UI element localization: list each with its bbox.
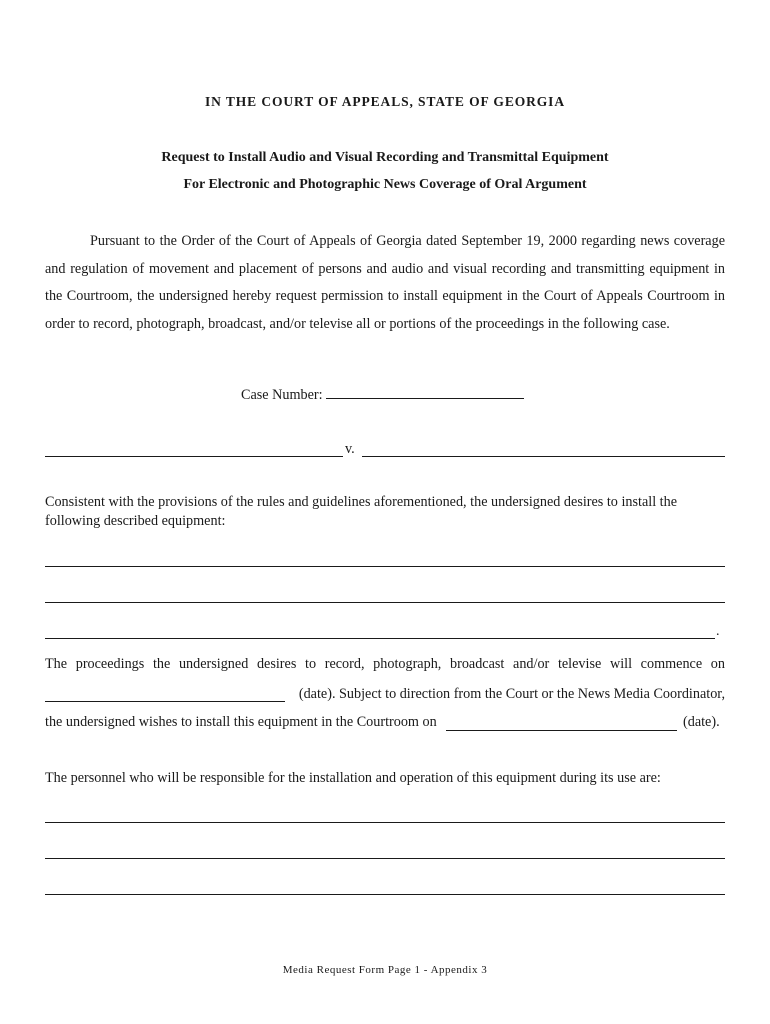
case-number-label: Case Number: — [241, 387, 323, 403]
commence-date-suffix: (date). Subject to direction from the Court or the News Media Coordinator, — [298, 686, 725, 702]
form-title: Request to Install Audio and Visual Recording and Transmittal Equipment — [161, 150, 609, 165]
appellee-field[interactable] — [362, 456, 725, 457]
case-number-field[interactable] — [326, 386, 524, 399]
form-subtitle: For Electronic and Photographic News Coverage of Oral Argument — [183, 177, 587, 192]
install-date-field[interactable] — [446, 730, 677, 731]
personnel-line-2[interactable] — [45, 858, 725, 859]
equipment-line-2[interactable] — [45, 602, 725, 603]
court-heading: IN THE COURT OF APPEALS, STATE OF GEORGIA — [205, 94, 565, 109]
commence-date-field[interactable] — [45, 701, 285, 702]
intro-paragraph — [45, 228, 725, 338]
install-date-prefix: the undersigned wishes to install this equipment in the Courtroom on — [45, 714, 437, 730]
proceedings-paragraph: The proceedings the undersigned desires to record, photograph, broadcast and/or televise will commence on — [45, 656, 725, 672]
intro-text: Pursuant to the Order of the Court of Appeals of Georgia dated September 19, 2000 regarding news coverage and regulation of movement and placement of persons and audio and visual recording and transmitting equipment in the Courtroom, the undersigned hereby request permission to install equipment in the Court of Appeals Courtroom in order to record, photograph, broadcast, and/or televise all or portions of the proceedings in the following case. — [45, 233, 725, 332]
personnel-paragraph: The personnel who will be responsible for the installation and operation of this equipment during its use are: — [45, 770, 661, 786]
case-number-row — [241, 386, 524, 404]
versus-label: v. — [345, 441, 355, 457]
equipment-line-3[interactable] — [45, 638, 715, 639]
personnel-line-1[interactable] — [45, 822, 725, 823]
page-footer: Media Request Form Page 1 - Appendix 3 — [282, 964, 488, 976]
equipment-end-mark: . — [716, 624, 720, 639]
install-date-suffix: (date). — [683, 714, 720, 730]
personnel-line-3[interactable] — [45, 894, 725, 895]
appellant-field[interactable] — [45, 456, 343, 457]
equipment-line-1[interactable] — [45, 566, 725, 567]
equipment-paragraph: Consistent with the provisions of the rules and guidelines aforementioned, the undersigned desires to install the following described equipment: — [45, 494, 678, 529]
